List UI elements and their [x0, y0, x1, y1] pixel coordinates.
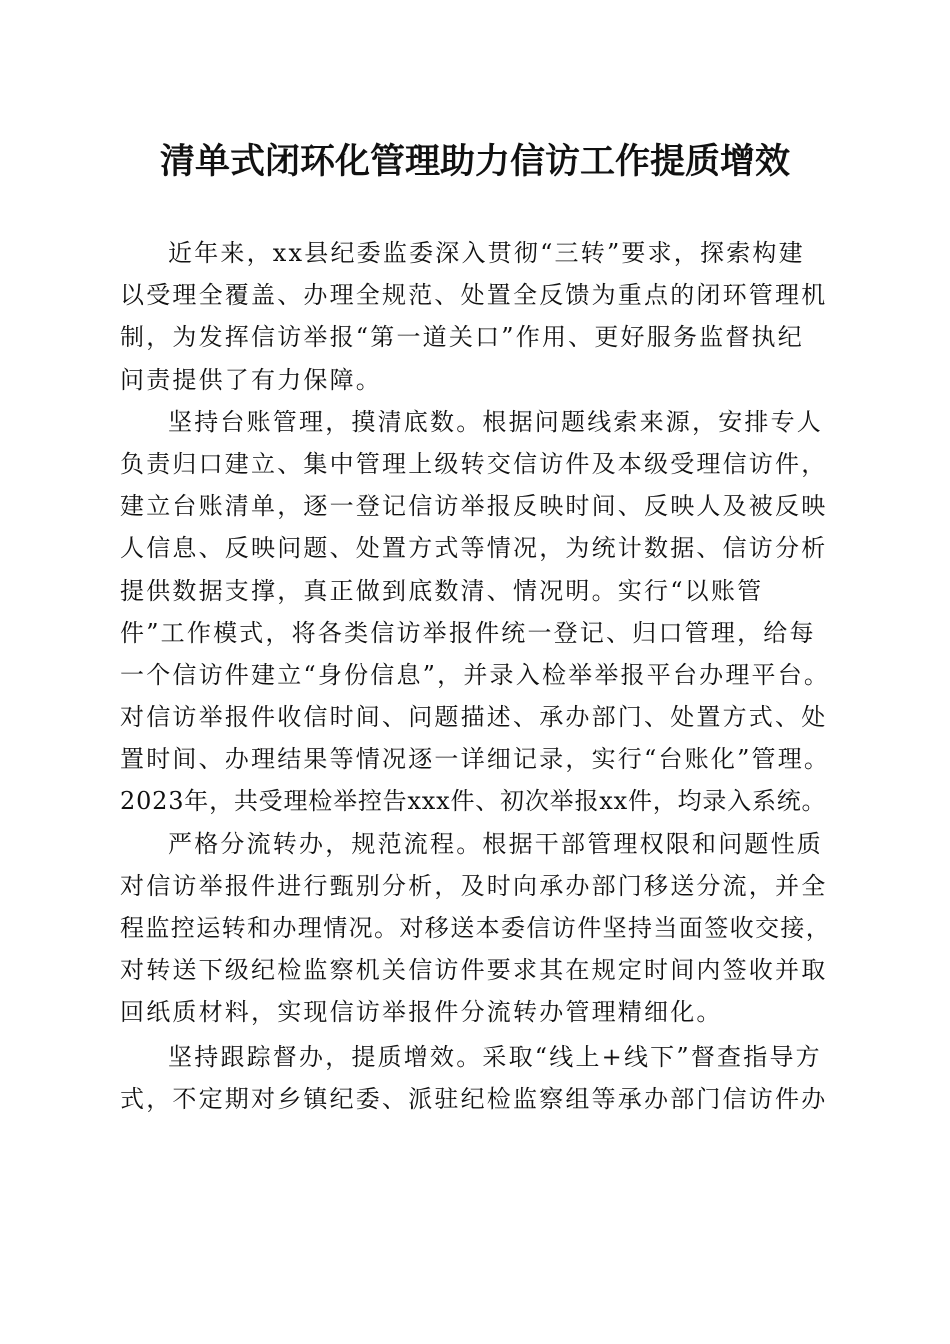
paragraph-line: 坚持台账管理，摸清底数。根据问题线索来源，安排专人 [168, 407, 823, 436]
paragraph-line: 负责归口建立、集中管理上级转交信访件及本级受理信访件， [120, 449, 828, 478]
paragraph-line: 回纸质材料，实现信访举报件分流转办管理精细化。 [120, 998, 723, 1027]
paragraph-line: 坚持跟踪督办，提质增效。采取“线上+线下”督查指导方 [168, 1042, 822, 1071]
paragraph-line: 近年来，xx县纪委监委深入贯彻“三转”要求，探索构建 [168, 239, 805, 267]
paragraph-line: 件”工作模式，将各类信访举报件统一登记、归口管理，给每 [120, 618, 816, 647]
paragraph-line: 以受理全覆盖、办理全规范、处置全反馈为重点的闭环管理机 [120, 281, 828, 310]
paragraph-distribution [120, 823, 832, 1034]
paragraph-line: 对信访举报件进行甄别分析，及时向承办部门移送分流，并全 [120, 871, 828, 900]
paragraph-supervision [120, 1036, 832, 1120]
paragraph-line: 制，为发挥信访举报“第一道关口”作用、更好服务监督执纪 [120, 323, 804, 352]
paragraph-line: 问责提供了有力保障。 [120, 365, 382, 394]
paragraph-line: 程监控运转和办理情况。对移送本委信访件坚持当面签收交接， [120, 914, 832, 942]
paragraph-line: 一个信访件建立“身份信息”，并录入检举举报平台办理平台。 [120, 660, 831, 689]
paragraph-line: 式，不定期对乡镇纪委、派驻纪检监察组等承办部门信访件办 [120, 1084, 828, 1113]
paragraph-line: 对信访举报件收信时间、问题描述、承办部门、处置方式、处 [120, 703, 828, 732]
paragraph-line: 提供数据支撑，真正做到底数清、情况明。实行“以账管 [120, 576, 764, 605]
paragraph-line: 对转送下级纪检监察机关信访件要求其在规定时间内签收并取 [120, 956, 828, 985]
paragraph-line: 严格分流转办，规范流程。根据干部管理权限和问题性质 [168, 829, 823, 858]
document-title: 清单式闭环化管理助力信访工作提质增效 [159, 141, 790, 182]
paragraph-line: 人信息、反映问题、处置方式等情况，为统计数据、信访分析 [120, 534, 828, 563]
paragraph-line: 置时间、办理结果等情况逐一详细记录，实行“台账化”管理。 [120, 745, 831, 774]
paragraph-intro [120, 232, 832, 401]
paragraph-ledger-management [120, 401, 832, 823]
paragraph-line: 2023年，共受理检举控告xxx件、初次举报xx件，均录入系统。 [120, 787, 827, 816]
document-body [120, 232, 832, 1120]
paragraph-line: 建立台账清单，逐一登记信访举报反映时间、反映人及被反映 [120, 492, 828, 521]
